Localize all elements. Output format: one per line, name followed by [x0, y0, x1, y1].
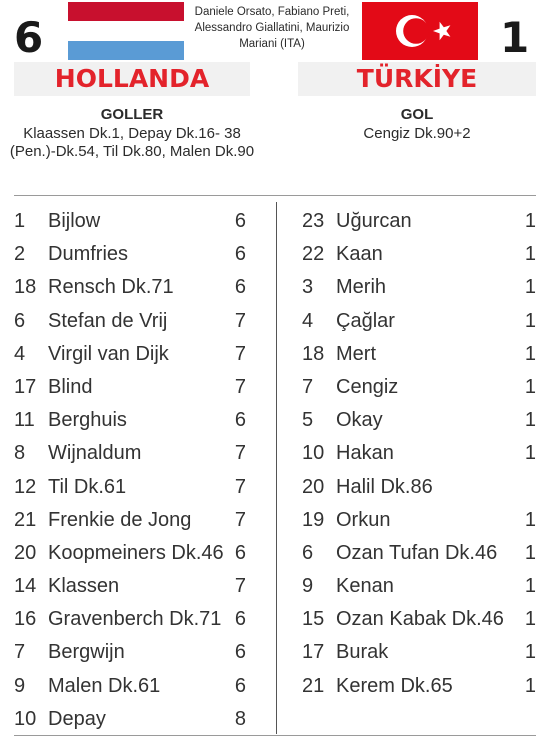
player-name: Depay	[48, 707, 106, 730]
column-divider	[276, 202, 277, 734]
player-name: Kenan	[336, 575, 394, 598]
away-player-row	[302, 670, 538, 703]
player-rating: 1	[524, 309, 536, 332]
away-player-row	[302, 636, 538, 669]
home-player-row	[14, 205, 254, 238]
player-rating: 6	[234, 608, 246, 631]
away-team-name: TÜRKİYE	[298, 62, 536, 96]
player-rating: 7	[234, 309, 246, 332]
player-rating: 1	[524, 342, 536, 365]
turkey-flag-icon	[362, 2, 478, 60]
away-player-row	[302, 205, 538, 238]
player-rating: 1	[524, 276, 536, 299]
home-player-row	[14, 437, 254, 470]
away-player-row	[302, 305, 538, 338]
player-name: Halil Dk.86	[336, 475, 433, 498]
player-name: Koopmeiners Dk.46	[48, 541, 224, 564]
player-rating: 6	[234, 210, 246, 232]
home-player-row	[14, 338, 254, 371]
away-goals-title: GOL	[400, 106, 434, 123]
player-rating: 1	[524, 508, 536, 531]
player-name: Burak	[336, 641, 389, 664]
away-player-row	[302, 437, 538, 470]
player-name: Hakan	[336, 442, 394, 465]
player-name: Orkun	[336, 508, 391, 531]
player-number: 14	[14, 575, 37, 598]
away-player-row	[302, 471, 538, 504]
player-number: 16	[14, 608, 37, 631]
home-player-row	[14, 703, 254, 736]
player-rating: 1	[524, 674, 536, 697]
away-player-row	[302, 404, 538, 437]
home-player-row	[14, 670, 254, 703]
player-number: 12	[14, 475, 37, 498]
player-rating: 8	[234, 707, 246, 730]
away-player-row	[302, 603, 538, 636]
player-name: Kerem Dk.65	[336, 674, 453, 697]
player-name: Rensch Dk.71	[48, 276, 174, 299]
player-rating: 6	[234, 541, 246, 564]
player-rating: 1	[524, 641, 536, 664]
away-goals-text: Cengiz Dk.90+2	[363, 125, 471, 142]
home-player-row	[14, 537, 254, 570]
player-name: Dumfries	[48, 243, 129, 266]
player-number: 17	[302, 641, 325, 664]
player-number: 23	[302, 210, 325, 232]
player-number: 15	[302, 608, 325, 631]
player-name: Kaan	[336, 243, 383, 266]
player-rating: 6	[234, 276, 246, 299]
player-rating: 1	[524, 541, 536, 564]
player-name: Mert	[336, 342, 376, 365]
player-name: Uğurcan	[336, 210, 412, 232]
player-rating: 7	[234, 375, 246, 398]
player-rating: 6	[234, 641, 246, 664]
player-name: Berghuis	[48, 409, 127, 432]
player-rating: 1	[524, 243, 536, 266]
player-number: 18	[14, 276, 37, 299]
player-name: Merih	[336, 276, 387, 299]
player-rating: 1	[524, 575, 536, 598]
player-number: 22	[302, 243, 325, 266]
home-player-row	[14, 404, 254, 437]
home-player-row	[14, 603, 254, 636]
home-lineup	[14, 205, 254, 736]
player-number: 7	[302, 375, 314, 398]
player-number: 9	[302, 575, 314, 598]
player-rating: 1	[524, 442, 536, 465]
player-name: Frenkie de Jong	[48, 508, 192, 531]
player-rating: 7	[234, 575, 246, 598]
player-number: 2	[14, 243, 26, 266]
home-player-row	[14, 371, 254, 404]
home-goals-title: GOLLER	[100, 106, 164, 123]
player-number: 18	[302, 342, 325, 365]
home-goals-text: Klaassen Dk.1, Depay Dk.16- 38 (Pen.)-Dk.54, Til Dk.80, Malen Dk.90	[9, 125, 255, 160]
player-number: 9	[14, 674, 26, 697]
player-number: 10	[14, 707, 37, 730]
referees-text: Daniele Orsato, Fabiano Preti, Alessandro Giallatini, Maurizio Mariani (ITA)	[194, 6, 350, 50]
player-number: 20	[302, 475, 325, 498]
player-name: Gravenberch Dk.71	[48, 608, 222, 631]
away-score: 1	[500, 13, 530, 62]
player-number: 6	[14, 309, 26, 332]
player-name: Wijnaldum	[48, 442, 142, 465]
player-number: 3	[302, 276, 314, 299]
home-player-row	[14, 305, 254, 338]
player-number: 4	[302, 309, 314, 332]
player-number: 8	[14, 442, 26, 465]
player-number: 20	[14, 541, 37, 564]
player-number: 11	[14, 409, 35, 432]
away-player-row	[302, 238, 538, 271]
player-rating: 7	[234, 442, 246, 465]
player-name: Til Dk.61	[48, 475, 127, 498]
player-rating: 6	[234, 409, 246, 432]
player-number: 5	[302, 409, 314, 432]
player-number: 17	[14, 375, 37, 398]
home-player-row	[14, 471, 254, 504]
player-rating: 7	[234, 508, 246, 531]
away-player-row	[302, 338, 538, 371]
home-player-row	[14, 271, 254, 304]
player-rating: 7	[234, 475, 246, 498]
away-lineup	[302, 205, 538, 703]
player-name: Blind	[48, 375, 93, 398]
away-player-row	[302, 537, 538, 570]
player-name: Bergwijn	[48, 641, 125, 664]
player-number: 6	[302, 541, 314, 564]
player-name: Stefan de Vrij	[48, 309, 168, 332]
player-number: 7	[14, 641, 26, 664]
player-rating: 6	[234, 674, 246, 697]
home-player-row	[14, 238, 254, 271]
player-number: 1	[14, 210, 26, 232]
player-number: 10	[302, 442, 325, 465]
player-rating: 1	[524, 608, 536, 631]
player-rating: 1	[524, 409, 536, 432]
player-name: Çağlar	[336, 309, 395, 332]
player-rating: 7	[234, 342, 246, 365]
home-player-row	[14, 636, 254, 669]
player-rating: 1	[524, 210, 536, 232]
player-name: Ozan Kabak Dk.46	[336, 608, 504, 631]
player-rating: 6	[234, 243, 246, 266]
away-player-row	[302, 371, 538, 404]
player-name: Malen Dk.61	[48, 674, 161, 697]
player-number: 19	[302, 508, 325, 531]
player-name: Bijlow	[48, 210, 101, 232]
home-player-row	[14, 570, 254, 603]
player-name: Ozan Tufan Dk.46	[336, 541, 498, 564]
home-score: 6	[14, 13, 44, 62]
player-rating: 1	[524, 375, 536, 398]
player-name: Virgil van Dijk	[48, 342, 169, 365]
player-number: 21	[14, 508, 37, 531]
netherlands-flag-icon	[68, 2, 184, 60]
player-name: Okay	[336, 409, 383, 432]
home-player-row	[14, 504, 254, 537]
away-player-row	[302, 570, 538, 603]
player-number: 4	[14, 342, 26, 365]
home-team-name: HOLLANDA	[14, 62, 250, 96]
player-number: 21	[302, 674, 325, 697]
player-name: Klassen	[48, 575, 120, 598]
away-player-row	[302, 504, 538, 537]
away-player-row	[302, 271, 538, 304]
player-name: Cengiz	[336, 375, 399, 398]
top-divider	[14, 195, 536, 196]
